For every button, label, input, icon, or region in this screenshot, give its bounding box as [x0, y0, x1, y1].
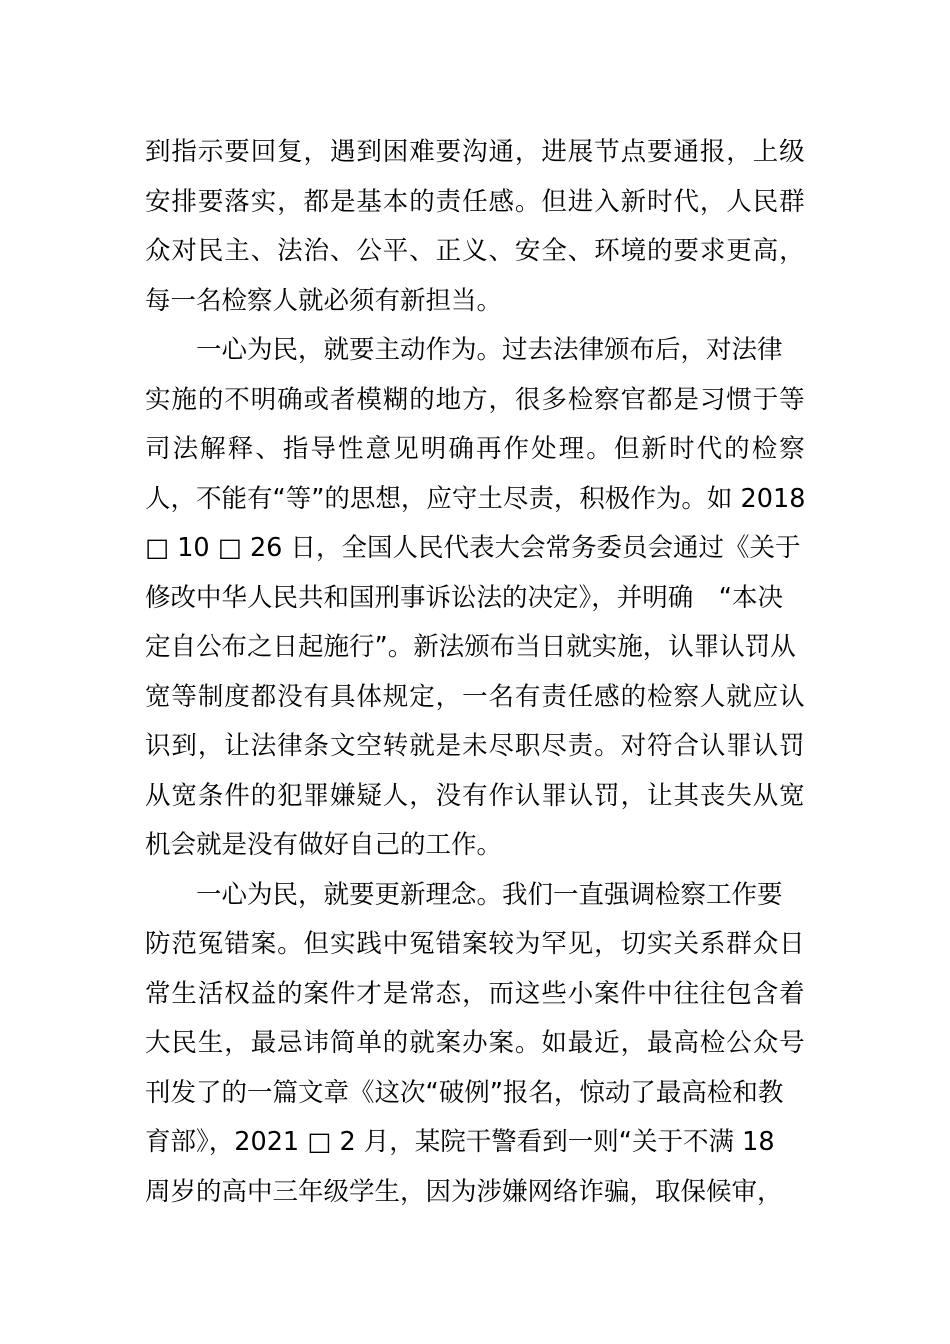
text-line: 修改中华人民共和国刑事诉讼法的决定》，并明确 “本决	[145, 582, 783, 613]
text-line: 宽 等 制 度 都 没 有 具 体 规 定 ， 一 名 有 责 任 感 的 检 察 人 就 应 认	[145, 681, 805, 712]
text-line: 安 排 要 落 实 ， 都 是 基 本 的 责 任 感 。 但 进 入 新 时 代 ， 人 民 群	[145, 186, 805, 217]
text-line: □ 10 □ 26 日，全国人民代表大会常务委员会通过《关于	[145, 533, 801, 563]
text-line: 识 到 ， 让 法 律 条 文 空 转 就 是 未 尽 职 尽 责 。 对 符 合 认 罪 认 罚	[145, 731, 805, 761]
text-line: 人，不能有“等”的思想，应守土尽责，积极作为。如 2018	[145, 483, 805, 514]
text-line: 众 对 民 主 、 法 治 、 公 平 、 正 义 、 安 全 、 环 境 的 要 求 更 高 ，	[145, 236, 805, 266]
text-line: 常 生 活 权 益 的 案 件 才 是 常 态 ， 而 这 些 小 案 件 中 往 往 包 含 着	[145, 978, 805, 1009]
paragraph-start-line: 一心为民，就要主动作为。过去法律颁布后，对法律	[145, 335, 783, 365]
text-line: 实 施 的 不 明 确 或 者 模 糊 的 地 方 ， 很 多 检 察 官 都 是 习 惯 于 等	[145, 384, 805, 415]
text-line: 定自公布之日起施行”。新法颁布当日就实施，认罪认罚从	[145, 632, 796, 662]
text-line: 刊发了的一篇文章《这次“破例”报名，惊动了最高检和教	[145, 1077, 784, 1108]
text-line: 育部》，2021 □ 2 月，某院干警看到一则“关于不满 18	[145, 1127, 775, 1157]
text-line: 到 指 示 要 回 复 ， 遇 到 困 难 要 沟 通 ， 进 展 节 点 要 通 报 ， 上 级	[145, 137, 805, 167]
text-line: 从 宽 条 件 的 犯 罪 嫌 疑 人 ， 没 有 作 认 罪 认 罚 ， 让 其 丧 失 从 宽	[145, 780, 805, 811]
text-line: 每一名检察人就必须有新担当。	[145, 285, 503, 316]
text-line: 防 范 冤 错 案 。 但 实 践 中 冤 错 案 较 为 罕 见 ， 切 实 关 系 群 众 日	[145, 929, 805, 959]
paragraph-start-line: 一心为民，就要更新理念。我们一直强调检察工作要	[145, 879, 783, 910]
text-line: 司 法 解 释 、 指 导 性 意 见 明 确 再 作 处 理 。 但 新 时 代 的 检 察	[145, 434, 805, 464]
text-line: 大 民 生 ， 最 忌 讳 简 单 的 就 案 办 案 。 如 最 近 ， 最 高 检 公 众 号	[145, 1028, 805, 1058]
text-line: 周岁的高中三年级学生，因为涉嫌网络诈骗，取保候审，	[145, 1176, 783, 1207]
body-text	[145, 128, 805, 1217]
text-line: 机会就是没有做好自己的工作。	[145, 830, 503, 860]
